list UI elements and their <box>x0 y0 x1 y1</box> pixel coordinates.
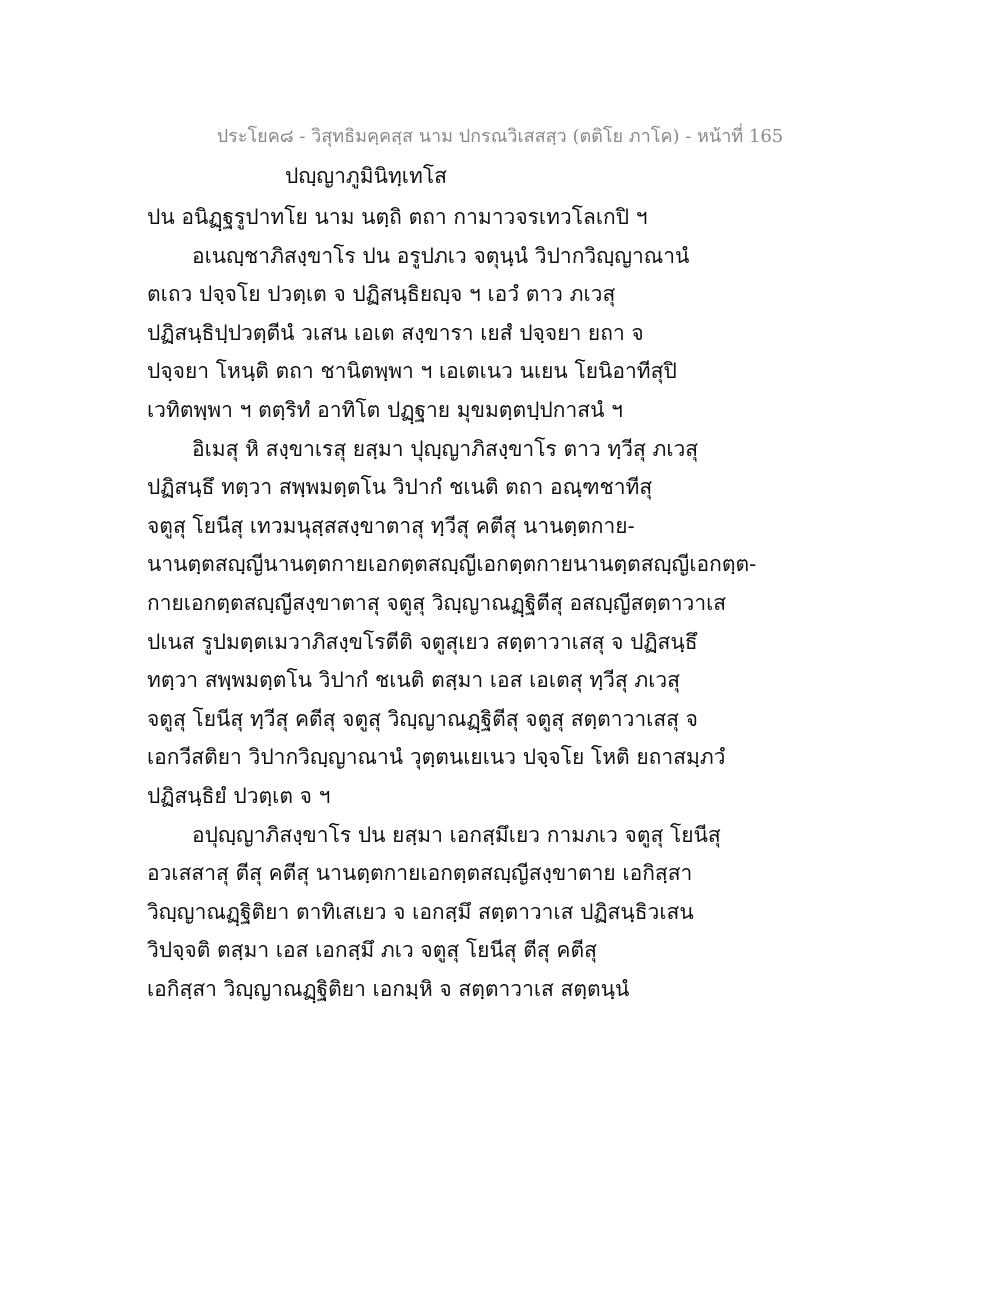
text-line: ตเถว ปจฺจโย ปวตฺเต จ ปฏิสนฺธิยญฺจ ฯ เอวํ ตาว ภเวสุ <box>147 282 616 307</box>
body-text <box>147 198 757 1008</box>
text-line: ปฏิสนฺธิยํ ปวตฺเต จ ฯ <box>147 783 331 808</box>
text-line: ปฏิสนฺธิปฺปวตฺตีนํ วเสน เอเต สงฺขารา เยสํ ปจฺจยา ยถา จ <box>147 320 644 345</box>
text-line: ปจฺจยา โหนฺติ ตถา ชานิตพฺพา ฯ เอเตเนว นเยน โยนิอาทีสุปิ <box>147 359 677 384</box>
text-line: นานตฺตสญฺญีนานตฺตกายเอกตฺตสญฺญีเอกตฺตกายนานตฺตสญฺญีเอกตฺต- <box>147 552 757 577</box>
section-heading: ปญฺญาภูมินิทฺเทโส <box>285 164 447 188</box>
text-line: เวทิตพฺพา ฯ ตตฺริทํ อาทิโต ปฏฺฐาย มุขมตฺตปฺปกาสนํ ฯ <box>147 397 623 422</box>
text-line: ปเนส รูปมตฺตเมวาภิสงฺขโรตีติ จตูสุเยว สตฺตาวาเสสุ จ ปฏิสนฺธึ <box>147 629 698 654</box>
text-line: อวเสสาสุ ตีสุ คตีสุ นานตฺตกายเอกตฺตสญฺญีสงฺขาตาย เอกิสฺสา <box>147 861 693 886</box>
text-line: อเนญฺชาภิสงฺขาโร ปน อรูปภเว จตุนฺนํ วิปากวิญฺญาณานํ <box>192 243 690 268</box>
text-line: อปุญฺญาภิสงฺขาโร ปน ยสฺมา เอกสฺมึเยว กามภเว จตูสุ โยนีสุ <box>192 822 721 847</box>
text-line: วิญฺญาณฏฺฐิติยา ตาทิเสเยว จ เอกสฺมึ สตฺตาวาเส ปฏิสนฺธิวเสน <box>147 899 694 924</box>
text-line: จตูสุ โยนีสุ ทฺวีสุ คตีสุ จตูสุ วิญฺญาณฏฺฐิตีสุ จตูสุ สตฺตาวาเสสุ จ <box>147 706 698 731</box>
text-line: วิปจฺจติ ตสฺมา เอส เอกสฺมึ ภเว จตูสุ โยนีสุ ตีสุ คตีสุ <box>147 938 597 963</box>
text-line: ทตฺวา สพฺพมตฺตโน วิปากํ ชเนติ ตสฺมา เอส เอเตสุ ทฺวีสุ ภเวสุ <box>147 668 680 693</box>
text-line: เอกิสฺสา วิญฺญาณฏฺฐิติยา เอกมฺหิ จ สตฺตาวาเส สตฺตนฺนํ <box>147 976 630 1001</box>
running-header: ประโยค๘ - วิสุทธิมคฺคสฺส นาม ปกรณวิเสสสฺว (ตติโย ภาโค) - หน้าที่ 165 <box>216 126 784 147</box>
text-line: ปน อนิฏฺฐรูปาทโย นาม นตฺถิ ตถา กามาวจรเทวโลเกปิ ฯ <box>147 205 648 229</box>
text-line: อิเมสุ หิ สงฺขาเรสุ ยสฺมา ปุญฺญาภิสงฺขาโร ตาว ทฺวีสุ ภเวสุ <box>192 436 699 461</box>
text-line: กายเอกตฺตสญฺญีสงฺขาตาสุ จตูสุ วิญฺญาณฏฺฐิตีสุ อสญฺญีสตฺตาวาเส <box>147 590 727 615</box>
text-line: จตูสุ โยนีสุ เทวมนุสฺสสงฺขาตาสุ ทฺวีสุ คตีสุ นานตฺตกาย- <box>147 513 635 538</box>
text-line: เอกวีสติยา วิปากวิญฺญาณานํ วุตฺตนเยเนว ปจฺจโย โหติ ยถาสมฺภวํ <box>147 745 726 770</box>
text-line: ปฏิสนฺธึ ทตฺวา สพฺพมตฺตโน วิปากํ ชเนติ ตถา อณฺฑชาทีสุ <box>147 475 653 500</box>
